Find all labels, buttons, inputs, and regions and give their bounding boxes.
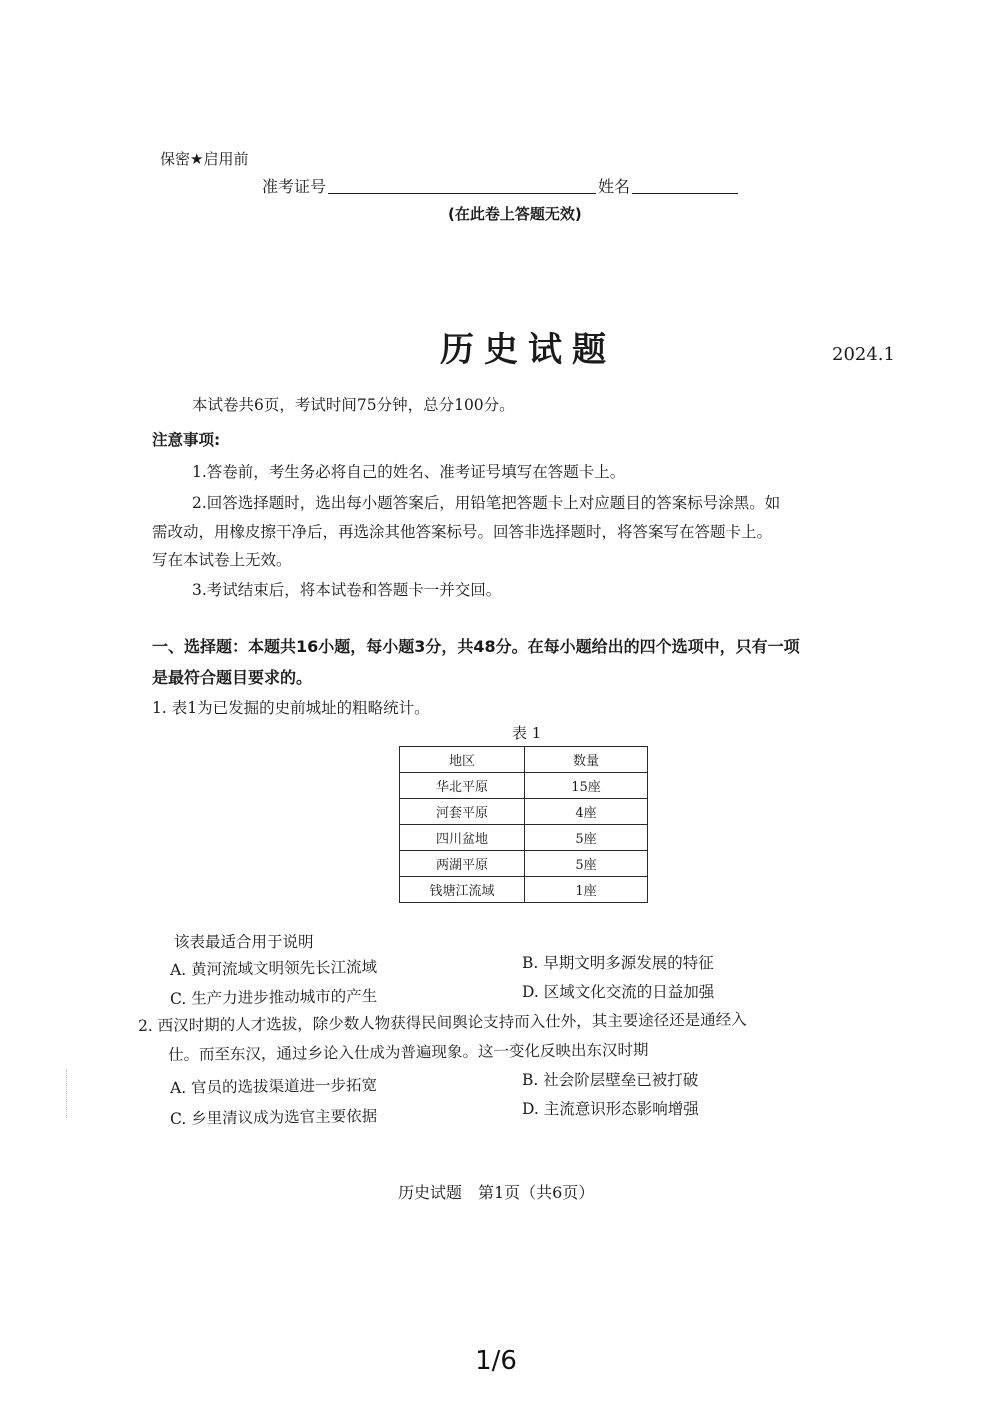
confidential-label: 保密★启用前 xyxy=(160,150,249,168)
notice-heading: 注意事项: xyxy=(152,431,221,449)
section-heading-line-1: 一、选择题：本题共16小题，每小题3分，共48分。在每小题给出的四个选项中，只有一项 xyxy=(152,637,800,656)
question-1-option-d: D. 区域文化交流的日益加强 xyxy=(522,983,715,1001)
notice-item-3: 3.考试结束后，将本试卷和答题卡一并交回。 xyxy=(192,581,502,599)
scan-artifact xyxy=(66,1070,70,1118)
page-indicator: 1/6 xyxy=(475,1346,517,1376)
question-2-option-b: B. 社会阶层壁垒已被打破 xyxy=(522,1071,699,1089)
question-1-option-a: A. 黄河流域文明领先长江流域 xyxy=(169,958,378,979)
name-label: 姓名 xyxy=(598,177,631,196)
exam-title: 历史试题 xyxy=(440,330,616,370)
question-2-line-1: 2. 西汉时期的人才选拔，除少数人物获得民间舆论支持而入仕外，其主要途径还是通经入 xyxy=(137,1010,747,1035)
city-site-table xyxy=(399,746,648,903)
notice-item-2-line-1: 2.回答选择题时，选出每小题答案后，用铅笔把答题卡上对应题目的答案标号涂黑。如 xyxy=(192,494,781,512)
invalid-answer-note: (在此卷上答题无效) xyxy=(448,205,582,223)
table-row xyxy=(400,799,648,825)
table-cell-region: 华北平原 xyxy=(400,773,525,799)
table-cell-count: 4座 xyxy=(525,799,648,825)
table-cell-region: 两湖平原 xyxy=(400,851,525,877)
exam-info-row xyxy=(262,174,740,197)
notice-item-1: 1.答卷前，考生务必将自己的姓名、准考证号填写在答题卡上。 xyxy=(192,463,626,481)
exam-number-label: 准考证号 xyxy=(262,177,327,196)
exam-intro: 本试卷共6页，考试时间75分钟，总分100分。 xyxy=(192,396,515,414)
question-1-option-b: B. 早期文明多源发展的特征 xyxy=(522,954,714,972)
table-row xyxy=(400,825,648,851)
question-2-line-2: 仕。而至东汉，通过乡论入仕成为普遍现象。这一变化反映出东汉时期 xyxy=(167,1040,649,1064)
question-1-prompt: 该表最适合用于说明 xyxy=(174,933,314,951)
name-blank xyxy=(632,177,738,194)
table-cell-count: 15座 xyxy=(525,773,648,799)
table-row xyxy=(400,851,648,877)
question-2-option-d: D. 主流意识形态影响增强 xyxy=(522,1100,699,1118)
table-row xyxy=(400,773,648,799)
table-caption: 表 1 xyxy=(512,724,542,742)
table-header-row xyxy=(400,747,648,773)
table-cell-region: 钱塘江流域 xyxy=(400,877,525,903)
section-heading-line-2: 是最符合题目要求的。 xyxy=(152,668,313,687)
notice-item-2-line-2: 需改动，用橡皮擦干净后，再选涂其他答案标号。回答非选择题时，将答案写在答题卡上。 xyxy=(152,523,773,541)
question-1-stem: 1. 表1为已发掘的史前城址的粗略统计。 xyxy=(152,699,430,717)
question-1-option-c: C. 生产力进步推动城市的产生 xyxy=(169,987,378,1008)
table-cell-count: 5座 xyxy=(525,825,648,851)
table-row xyxy=(400,877,648,903)
question-2-option-a: A. 官员的选拔渠道进一步拓宽 xyxy=(169,1076,378,1097)
table-cell-region: 四川盆地 xyxy=(400,825,525,851)
table-header-count: 数量 xyxy=(525,747,648,773)
table-header-region: 地区 xyxy=(400,747,525,773)
exam-date: 2024.1 xyxy=(832,344,895,365)
exam-number-blank xyxy=(328,177,596,194)
question-2-option-c: C. 乡里清议成为选官主要依据 xyxy=(169,1107,378,1128)
table-cell-count: 5座 xyxy=(525,851,648,877)
table-cell-count: 1座 xyxy=(525,877,648,903)
page-footer: 历史试题 第1页（共6页） xyxy=(398,1183,595,1202)
table-cell-region: 河套平原 xyxy=(400,799,525,825)
notice-item-2-line-3: 写在本试卷上无效。 xyxy=(152,551,292,569)
